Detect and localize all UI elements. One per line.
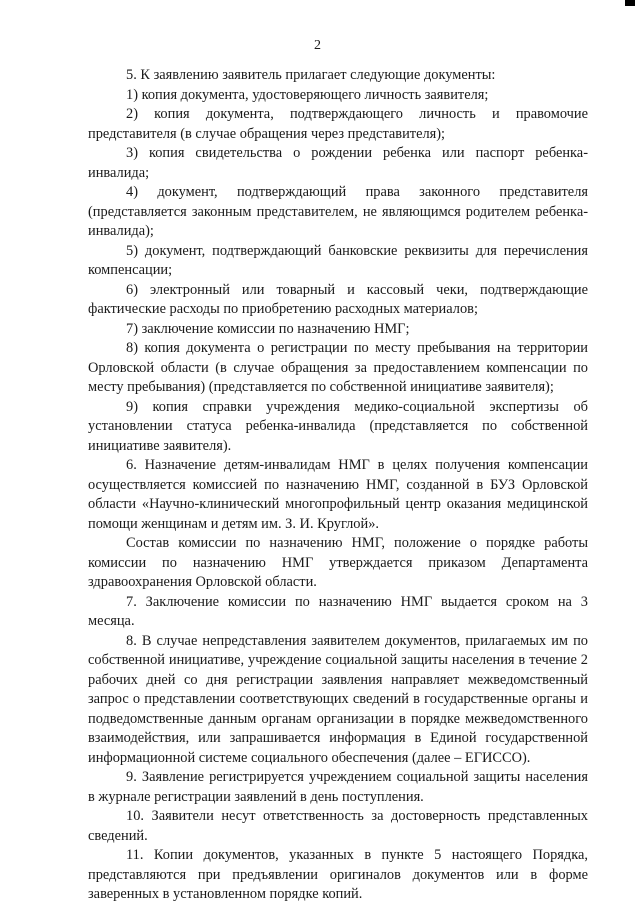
- document-body: [88, 66, 588, 905]
- paragraph: 7) заключение комиссии по назначению НМГ;: [126, 320, 410, 337]
- paragraph: 2) копия документа, подтверждающего личность и правомочие представителя (в случае обращения через представителя);: [88, 106, 588, 142]
- paragraph: 10. Заявители несут ответственность за достоверность представленных сведений.: [88, 808, 588, 844]
- paragraph: 9. Заявление регистрируется учреждением социальной защиты населения в журнале регистрации заявлений в день поступления.: [88, 769, 588, 805]
- paragraph: Состав комиссии по назначению НМГ, положение о порядке работы комиссии по назначению НМГ утверждается приказом Департамента здравоохранения Орловской области.: [88, 535, 588, 590]
- paragraph: 5. К заявлению заявитель прилагает следующие документы:: [126, 67, 496, 83]
- paragraph: 4) документ, подтверждающий права законного представителя (представляется законным представителем, не являющимся родителем ребенка-инвалида);: [88, 184, 588, 239]
- paragraph: 8. В случае непредставления заявителем документов, прилагаемых им по собственной инициативе, учреждение социальной защиты населения в течение 2 рабочих дней со дня регистрации заявления направляет межведомственный запрос о представлении соответствующих сведений в государственные органы и подведомственные данным органам организации в порядке межведомственного взаимодействия, или запрашивается информация в Единой государственной информационной системе социального обеспечения (далее – ЕГИССО).: [88, 632, 588, 766]
- paragraph: 9) копия справки учреждения медико-социальной экспертизы об установлении статуса ребенка-инвалида (представляется по собственной инициативе заявителя).: [88, 398, 588, 454]
- paragraph: 1) копия документа, удостоверяющего личность заявителя;: [126, 86, 489, 103]
- paragraph: 8) копия документа о регистрации по месту пребывания на территории Орловской области (в случае обращения за предоставлением компенсации по месту пребывания) (представляется по собственной инициативе заявителя);: [88, 340, 588, 395]
- paragraph: 6. Назначение детям-инвалидам НМГ в целях получения компенсации осуществляется комиссией по назначению НМГ, созданной в БУЗ Орловской области «Научно-клинический многопрофильный центр оказания медицинской помощи женщинам и детям им. З. И. Круглой».: [88, 457, 588, 532]
- scan-corner-mark: [625, 0, 635, 6]
- paragraph: 11. Копии документов, указанных в пункте 5 настоящего Порядка, представляются при предъявлении оригиналов документов или в форме заверенных в установленном порядке копий.: [88, 847, 588, 902]
- paragraph: 7. Заключение комиссии по назначению НМГ выдается сроком на 3 месяца.: [88, 593, 588, 629]
- page-number: 2: [314, 38, 321, 53]
- paragraph: 6) электронный или товарный и кассовый чеки, подтверждающие фактические расходы по приобретению расходных материалов;: [88, 281, 588, 317]
- paragraph: 3) копия свидетельства о рождении ребенка или паспорт ребенка-инвалида;: [88, 145, 588, 181]
- paragraph: 5) документ, подтверждающий банковские реквизиты для перечисления компенсации;: [88, 242, 588, 278]
